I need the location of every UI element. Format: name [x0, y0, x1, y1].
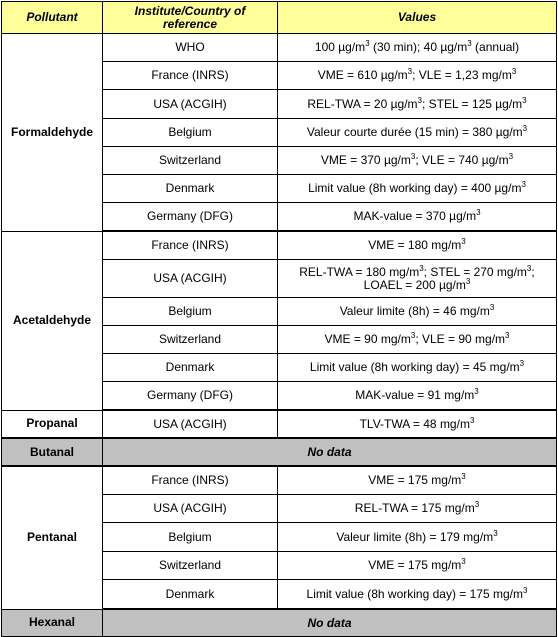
reference-cell: WHO [103, 34, 278, 62]
reference-cell: France (INRS) [103, 231, 278, 260]
value-cell: VME = 610 $\mu g/m^3$; VLE = 1,23 $mg/m^3$ [278, 62, 557, 90]
reference-cell: Belgium [103, 119, 278, 147]
reference-cell: USA (ACGIH) [103, 495, 278, 523]
reference-cell: Denmark [103, 580, 278, 610]
reference-cell: USA (ACGIH) [103, 260, 278, 298]
pollutant-acetaldehyde: Acetaldehyde [2, 231, 103, 410]
table-row [2, 410, 557, 438]
value-cell: Limit value (8h working day) = 400 $\mu g/m^3$ [278, 175, 557, 203]
no-data-cell: No data [103, 438, 557, 466]
table-row [2, 609, 557, 637]
reference-cell: Germany (DFG) [103, 382, 278, 411]
value-cell: REL-TWA = 175 $mg/m^3$ [278, 495, 557, 523]
value-cell: MAK-value = 370 $\mu g/m^3$ [278, 203, 557, 232]
reference-cell: Denmark [103, 354, 278, 382]
value-cell: MAK-value = 91 $mg/m^3$ [278, 382, 557, 411]
reference-cell: Belgium [103, 298, 278, 326]
reference-cell: USA (ACGIH) [103, 410, 278, 438]
header-values: Values [278, 2, 557, 34]
reference-cell: Denmark [103, 175, 278, 203]
header-pollutant: Pollutant [2, 2, 103, 34]
value-cell: REL-TWA = 180 $mg/m^3$; STEL = 270 $mg/m^3$; LOAEL = 200 $\mu g/m^3$ [278, 260, 557, 298]
value-cell: VME = 90 $mg/m^3$; VLE = 90 $mg/m^3$ [278, 326, 557, 354]
value-cell: Limit value (8h working day) = 175 $mg/m^3$ [278, 580, 557, 610]
value-cell: Valeur limite (8h) = 46 $mg/m^3$ [278, 298, 557, 326]
reference-cell: Belgium [103, 523, 278, 552]
value-cell: VME = 175 $mg/m^3$ [278, 466, 557, 495]
value-cell: Limit value (8h working day) = 45 $mg/m^3$ [278, 354, 557, 382]
reference-cell: Switzerland [103, 326, 278, 354]
header-row [2, 2, 557, 34]
no-data-cell: No data [103, 609, 557, 637]
pollutant-butanal: Butanal [2, 438, 103, 466]
header-institute: Institute/Country of reference [103, 2, 278, 34]
value-cell: Valeur courte durée (15 min) = 380 $\mu g/m^3$ [278, 119, 557, 147]
value-cell: VME = 370 $\mu g/m^3$; VLE = 740 $\mu g/m^3$ [278, 147, 557, 175]
value-cell: TLV-TWA = 48 $mg/m^3$ [278, 410, 557, 438]
table-row [2, 466, 557, 495]
pollutant-formaldehyde: Formaldehyde [2, 34, 103, 232]
pollutant-propanal: Propanal [2, 410, 103, 438]
exposure-limits-table [1, 1, 557, 637]
pollutant-pentanal: Pentanal [2, 466, 103, 609]
table-row [2, 231, 557, 260]
reference-cell: Switzerland [103, 552, 278, 580]
value-cell: VME = 180 $mg/m^3$ [278, 231, 557, 260]
value-cell: REL-TWA = 20 $\mu g/m^3$; STEL = 125 $\mu g/m^3$ [278, 90, 557, 119]
value-cell: VME = 175 $mg/m^3$ [278, 552, 557, 580]
pollutant-hexanal: Hexanal [2, 609, 103, 637]
table-row [2, 438, 557, 466]
reference-cell: Germany (DFG) [103, 203, 278, 232]
value-cell: 100 $\mu g/m^3$ (30 min); 40 $\mu g/m^3$ (annual) [278, 34, 557, 62]
reference-cell: Switzerland [103, 147, 278, 175]
table-row [2, 34, 557, 62]
reference-cell: France (INRS) [103, 62, 278, 90]
reference-cell: France (INRS) [103, 466, 278, 495]
reference-cell: USA (ACGIH) [103, 90, 278, 119]
value-cell: Valeur limite (8h) = 179 $mg/m^3$ [278, 523, 557, 552]
